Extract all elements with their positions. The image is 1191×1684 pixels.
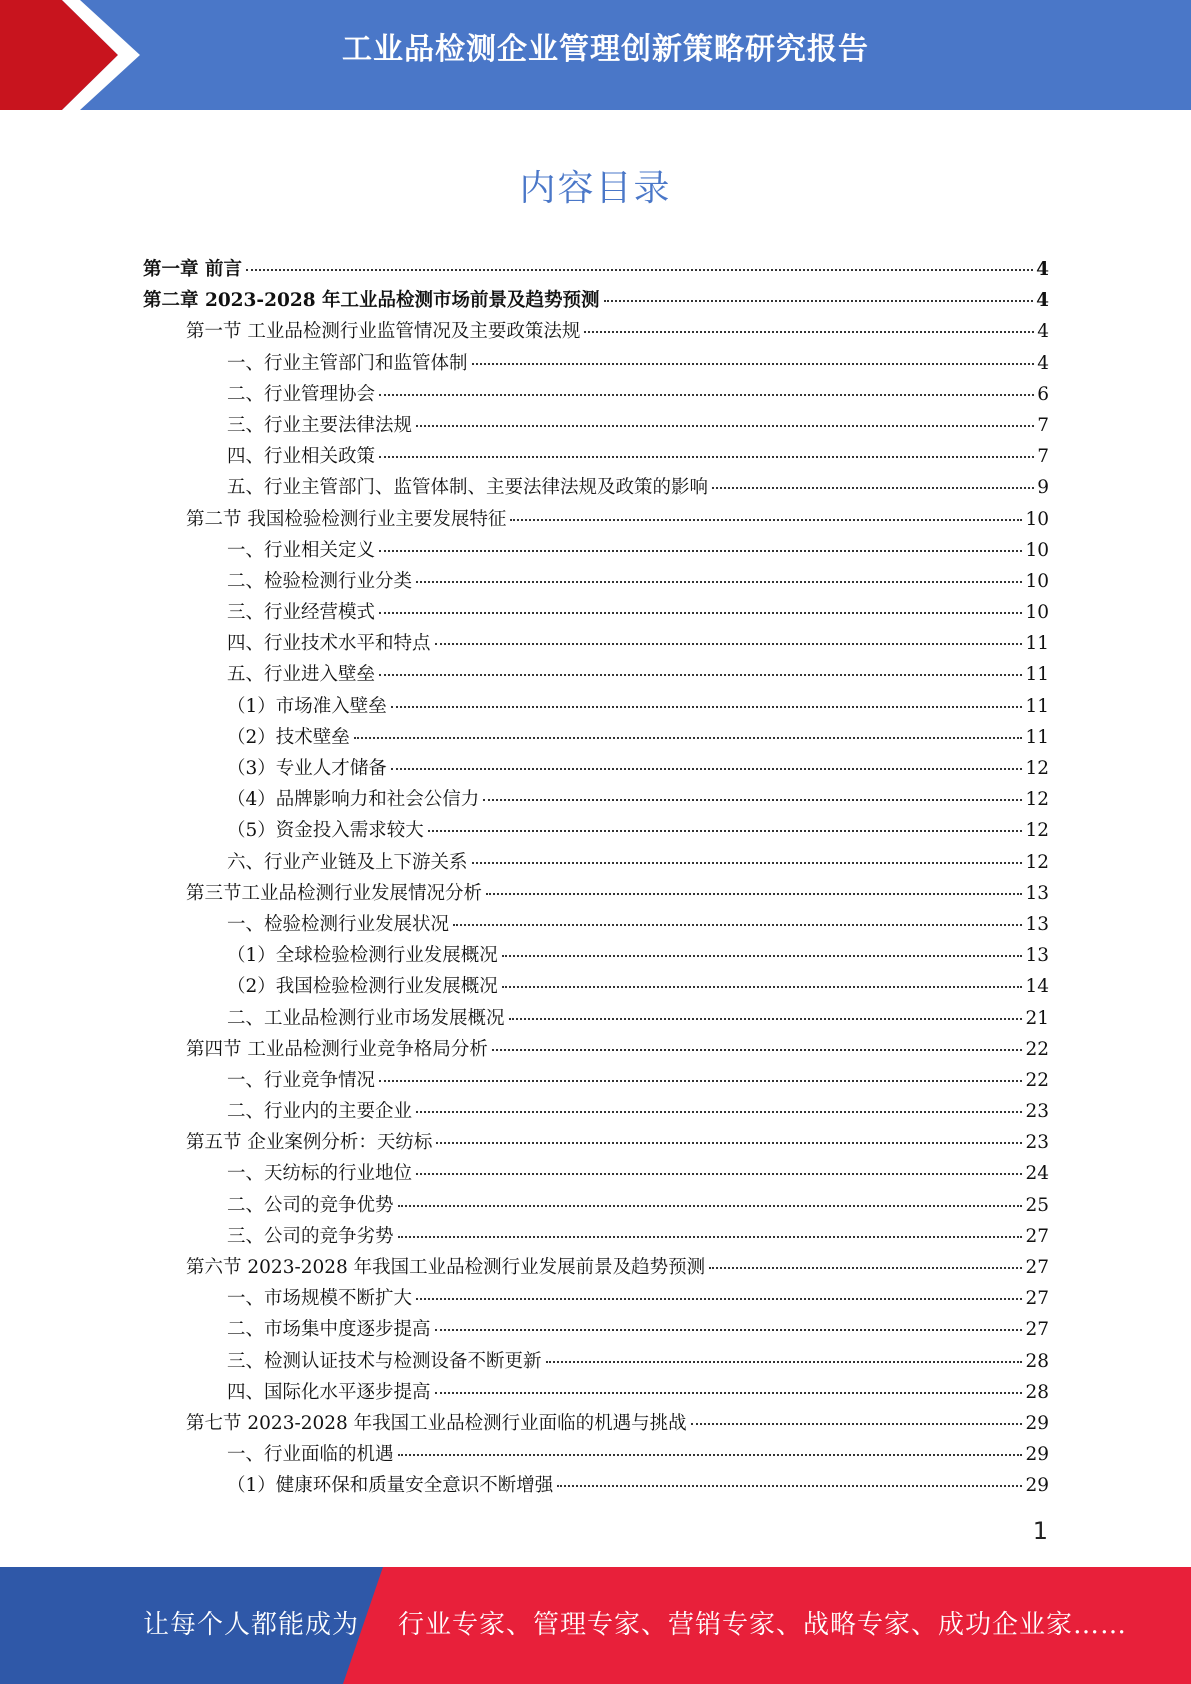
toc-dot-leader: [502, 954, 1023, 957]
toc-entry-page: 11: [1025, 726, 1049, 748]
toc-subsection-entry[interactable]: [143, 535, 1049, 566]
toc-subsection-entry[interactable]: [143, 940, 1049, 971]
toc-entry-page: 28: [1025, 1350, 1049, 1372]
toc-section-entry[interactable]: [143, 316, 1049, 347]
toc-dot-leader: [398, 1453, 1023, 1456]
toc-subsection-entry[interactable]: [143, 1470, 1049, 1501]
toc-dot-leader: [509, 1017, 1023, 1020]
page-number: 1: [1032, 1517, 1048, 1545]
toc-dot-leader: [416, 1110, 1022, 1113]
toc-entry-title: 二、公司的竞争优势: [227, 1194, 394, 1216]
toc-entry-title: 一、市场规模不断扩大: [227, 1288, 413, 1310]
toc-subsection-entry[interactable]: [143, 1003, 1049, 1034]
toc-dot-leader: [502, 985, 1023, 988]
toc-subsection-entry[interactable]: [143, 597, 1049, 628]
toc-subsection-entry[interactable]: [143, 441, 1049, 472]
toc-entry-title: 四、行业相关政策: [227, 446, 376, 468]
toc-subsection-entry[interactable]: [143, 348, 1049, 379]
toc-entry-page: 12: [1025, 789, 1049, 811]
toc-subsection-entry[interactable]: [143, 659, 1049, 690]
toc-entry-page: 11: [1025, 664, 1049, 686]
toc-dot-leader: [691, 1422, 1023, 1425]
toc-dot-leader: [453, 923, 1022, 926]
toc-entry-title: （2）技术壁垒: [227, 726, 350, 748]
toc-entry-page: 12: [1025, 820, 1049, 842]
toc-subsection-entry[interactable]: [143, 472, 1049, 503]
toc-section-entry[interactable]: [143, 878, 1049, 909]
toc-entry-page: 7: [1037, 414, 1049, 436]
toc-entry-page: 25: [1025, 1194, 1049, 1216]
toc-entry-title: 第一章 前言: [143, 259, 242, 280]
toc-entry-page: 12: [1025, 758, 1049, 779]
toc-entry-page: 4: [1037, 321, 1049, 343]
toc-dot-leader: [557, 1484, 1022, 1487]
toc-subsection-entry[interactable]: [143, 1096, 1049, 1127]
toc-dot-leader: [486, 892, 1022, 895]
toc-entry-title: 五、行业进入壁垒: [227, 664, 376, 686]
toc-entry-title: 一、行业面临的机遇: [227, 1444, 394, 1466]
toc-subsection-entry[interactable]: [143, 847, 1049, 878]
toc-entry-title: 第五节 企业案例分析：天纺标: [186, 1132, 433, 1154]
toc-dot-leader: [379, 673, 1022, 676]
toc-entry-title: （4）品牌影响力和社会公信力: [227, 789, 480, 811]
toc-section-entry[interactable]: [143, 1408, 1049, 1439]
toc-entry-title: 四、行业技术水平和特点: [227, 633, 431, 655]
toc-entry-title: 第二节 我国检验检测行业主要发展特征: [186, 508, 507, 530]
toc-entry-title: 三、行业经营模式: [227, 602, 376, 624]
toc-subsection-entry[interactable]: [143, 1221, 1049, 1252]
toc-entry-page: 22: [1025, 1069, 1049, 1091]
toc-entry-page: 14: [1025, 976, 1049, 998]
toc-subsection-entry[interactable]: [143, 1158, 1049, 1189]
toc-dot-leader: [379, 611, 1022, 614]
toc-entry-page: 4: [1036, 259, 1049, 280]
footer-slogan-left: 让每个人都能成为: [143, 1610, 360, 1640]
toc-entry-page: 27: [1025, 1225, 1049, 1247]
toc-subsection-entry[interactable]: [143, 1065, 1049, 1096]
toc-entry-page: 28: [1025, 1381, 1049, 1403]
toc-entry-title: 三、行业主要法律法规: [227, 414, 413, 436]
toc-entry-page: 6: [1037, 383, 1049, 405]
toc-subsection-entry[interactable]: [143, 909, 1049, 940]
toc-entry-page: 27: [1025, 1319, 1049, 1341]
toc-dot-leader: [416, 1297, 1022, 1300]
toc-entry-title: （1）市场准入壁垒: [227, 695, 387, 717]
toc-entry-page: 29: [1025, 1444, 1049, 1466]
toc-entry-page: 10: [1025, 570, 1049, 592]
toc-dot-leader: [604, 299, 1034, 302]
toc-subsection-entry[interactable]: [143, 410, 1049, 441]
toc-section-entry[interactable]: [143, 504, 1049, 535]
toc-entry-title: 二、行业内的主要企业: [227, 1101, 413, 1123]
toc-entry-title: 二、检验检测行业分类: [227, 570, 413, 592]
toc-dot-leader: [510, 518, 1022, 521]
toc-entry-title: 五、行业主管部门、监管体制、主要法律法规及政策的影响: [227, 477, 709, 499]
toc-entry-title: （1）健康环保和质量安全意识不断增强: [227, 1475, 554, 1497]
toc-section-entry[interactable]: [143, 1034, 1049, 1065]
toc-entry-page: 10: [1025, 602, 1049, 624]
toc-subsection-entry[interactable]: [143, 1346, 1049, 1377]
toc-dot-leader: [391, 767, 1023, 770]
toc-dot-leader: [416, 1172, 1022, 1175]
toc-entry-title: 第六节 2023-2028 年我国工业品检测行业发展前景及趋势预测: [186, 1257, 706, 1278]
toc-entry-title: （3）专业人才储备: [227, 758, 387, 779]
toc-dot-leader: [483, 798, 1022, 801]
toc-entry-title: 第三节工业品检测行业发展情况分析: [186, 882, 483, 904]
toc-entry-title: 第二章 2023-2028 年工业品检测市场前景及趋势预测: [143, 290, 600, 312]
toc-subsection-entry[interactable]: [143, 628, 1049, 659]
table-of-contents: [143, 254, 1049, 1502]
toc-dot-leader: [354, 736, 1023, 739]
toc-entry-title: 二、市场集中度逐步提高: [227, 1319, 431, 1341]
toc-dot-leader: [398, 1235, 1023, 1238]
footer-banner: [0, 1567, 1191, 1684]
toc-entry-page: 22: [1025, 1038, 1049, 1060]
toc-subsection-entry[interactable]: [143, 1314, 1049, 1345]
toc-entry-page: 10: [1025, 539, 1049, 561]
toc-entry-title: 一、行业相关定义: [227, 539, 376, 561]
toc-entry-page: 13: [1025, 945, 1049, 967]
toc-entry-page: 23: [1025, 1101, 1049, 1123]
header-banner: [0, 0, 1191, 110]
toc-dot-leader: [379, 549, 1022, 552]
toc-dot-leader: [472, 362, 1035, 365]
toc-entry-title: 三、公司的竞争劣势: [227, 1225, 394, 1247]
toc-subsection-entry[interactable]: [143, 1283, 1049, 1314]
toc-dot-leader: [391, 705, 1023, 708]
toc-section-entry[interactable]: [143, 1252, 1049, 1283]
toc-dot-leader: [709, 1266, 1022, 1269]
toc-entry-title: 第四节 工业品检测行业竞争格局分析: [186, 1038, 488, 1060]
toc-dot-leader: [416, 580, 1022, 583]
toc-subsection-entry[interactable]: [143, 691, 1049, 722]
toc-entry-page: 24: [1025, 1163, 1049, 1185]
toc-entry-title: 一、天纺标的行业地位: [227, 1163, 413, 1185]
toc-dot-leader: [436, 1141, 1022, 1144]
toc-heading: 内容目录: [519, 168, 672, 209]
toc-chapter-entry[interactable]: [143, 285, 1049, 316]
toc-entry-page: 10: [1025, 508, 1049, 530]
toc-dot-leader: [712, 486, 1034, 489]
toc-dot-leader: [428, 829, 1023, 832]
toc-entry-page: 23: [1025, 1132, 1049, 1154]
toc-entry-title: 一、行业主管部门和监管体制: [227, 352, 468, 374]
toc-entry-page: 27: [1025, 1257, 1049, 1278]
toc-entry-page: 4: [1037, 352, 1049, 374]
toc-dot-leader: [379, 1079, 1022, 1082]
toc-entry-title: （2）我国检验检测行业发展概况: [227, 976, 498, 998]
toc-dot-leader: [398, 1204, 1023, 1207]
toc-entry-page: 11: [1025, 695, 1049, 717]
toc-dot-leader: [435, 1328, 1023, 1331]
toc-entry-page: 29: [1025, 1412, 1049, 1434]
toc-entry-page: 12: [1025, 851, 1049, 873]
toc-entry-page: 9: [1037, 477, 1049, 499]
toc-dot-leader: [379, 455, 1034, 458]
toc-entry-page: 27: [1025, 1288, 1049, 1310]
toc-entry-title: 三、检测认证技术与检测设备不断更新: [227, 1350, 542, 1372]
toc-entry-title: 第七节 2023-2028 年我国工业品检测行业面临的机遇与挑战: [186, 1412, 687, 1434]
toc-entry-title: 第一节 工业品检测行业监管情况及主要政策法规: [186, 321, 581, 343]
toc-entry-page: 13: [1025, 913, 1049, 935]
toc-entry-page: 29: [1025, 1475, 1049, 1497]
toc-entry-title: 二、行业管理协会: [227, 383, 376, 405]
toc-dot-leader: [492, 1048, 1023, 1051]
toc-dot-leader: [246, 268, 1033, 271]
toc-entry-page: 4: [1036, 290, 1049, 312]
toc-dot-leader: [472, 861, 1023, 864]
toc-entry-page: 7: [1037, 446, 1049, 468]
toc-entry-title: 四、国际化水平逐步提高: [227, 1381, 431, 1403]
toc-entry-title: （5）资金投入需求较大: [227, 820, 424, 842]
toc-entry-title: 一、行业竞争情况: [227, 1069, 376, 1091]
toc-subsection-entry[interactable]: [143, 971, 1049, 1002]
toc-subsection-entry[interactable]: [143, 1439, 1049, 1470]
toc-dot-leader: [584, 330, 1034, 333]
toc-subsection-entry[interactable]: [143, 722, 1049, 753]
toc-subsection-entry[interactable]: [143, 379, 1049, 410]
toc-subsection-entry[interactable]: [143, 784, 1049, 815]
toc-dot-leader: [546, 1360, 1023, 1363]
toc-entry-page: 13: [1025, 882, 1049, 904]
toc-entry-title: （1）全球检验检测行业发展概况: [227, 945, 498, 967]
toc-subsection-entry[interactable]: [143, 1190, 1049, 1221]
report-title: 工业品检测企业管理创新策略研究报告: [342, 32, 869, 67]
toc-dot-leader: [435, 642, 1023, 645]
toc-subsection-entry[interactable]: [143, 1377, 1049, 1408]
toc-dot-leader: [379, 393, 1034, 396]
toc-subsection-entry[interactable]: [143, 815, 1049, 846]
toc-dot-leader: [435, 1391, 1023, 1394]
toc-entry-title: 六、行业产业链及上下游关系: [227, 851, 468, 873]
toc-entry-title: 一、检验检测行业发展状况: [227, 913, 450, 935]
toc-subsection-entry[interactable]: [143, 566, 1049, 597]
footer-slogan-right: 行业专家、管理专家、营销专家、战略专家、成功企业家……: [398, 1610, 1128, 1640]
toc-chapter-entry[interactable]: [143, 254, 1049, 285]
toc-entry-page: 11: [1025, 633, 1049, 655]
toc-section-entry[interactable]: [143, 1127, 1049, 1158]
toc-entry-title: 二、工业品检测行业市场发展概况: [227, 1007, 505, 1029]
toc-dot-leader: [416, 424, 1034, 427]
toc-entry-page: 21: [1025, 1007, 1049, 1029]
toc-subsection-entry[interactable]: [143, 753, 1049, 784]
